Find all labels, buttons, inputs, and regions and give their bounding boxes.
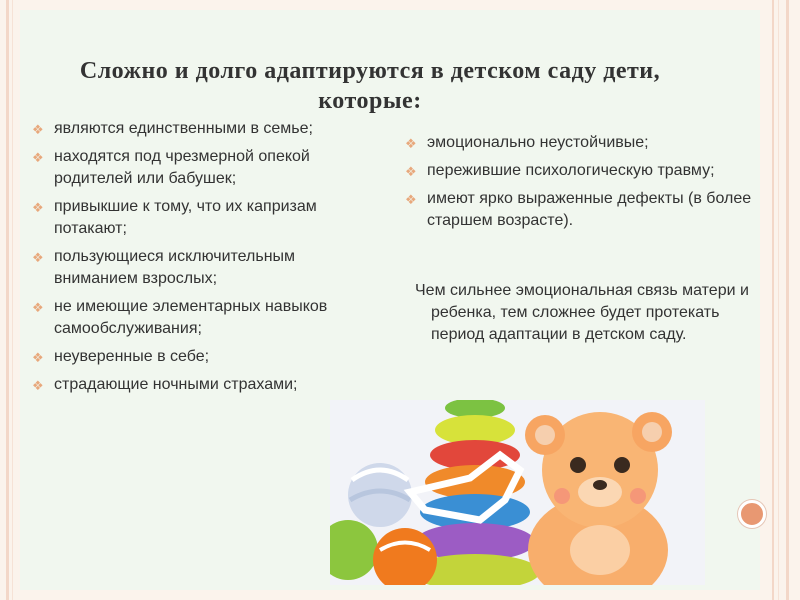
right-decor-stripe-outer — [786, 0, 789, 600]
diamond-bullet-icon: ❖ — [405, 192, 417, 207]
list-item-text: неуверенные в себе; — [54, 348, 210, 365]
diamond-bullet-icon: ❖ — [32, 250, 44, 265]
decorative-circle — [738, 500, 766, 528]
list-item — [405, 160, 760, 182]
list-item — [32, 246, 352, 290]
right-decor-stripe-thin — [778, 0, 779, 600]
list-item — [405, 132, 760, 154]
summary-text: Чем сильнее эмоциональная связь матери и ребенка, тем сложнее будет протекать период адаптации в детском саду. — [415, 282, 749, 343]
list-item-text: пользующиеся исключительным вниманием взрослых; — [54, 248, 296, 287]
list-item-text: эмоционально неустойчивые; — [427, 134, 649, 151]
teddy-belly — [570, 525, 630, 575]
diamond-bullet-icon: ❖ — [32, 150, 44, 165]
list-item-text: являются единственными в семье; — [54, 120, 313, 137]
list-item-text: страдающие ночными страхами; — [54, 376, 298, 393]
teddy-nose — [593, 480, 607, 490]
diamond-bullet-icon: ❖ — [32, 200, 44, 215]
summary-paragraph — [415, 280, 755, 346]
diamond-bullet-icon: ❖ — [32, 300, 44, 315]
teddy-eye-left — [570, 457, 586, 473]
list-item-text: находятся под чрезмерной опекой родителей или бабушек; — [54, 148, 310, 187]
list-item-text: не имеющие элементарных навыков самообслуживания; — [54, 298, 328, 337]
list-item — [32, 146, 352, 190]
left-bullet-list — [32, 118, 352, 402]
list-item — [405, 188, 760, 232]
toys-illustration — [330, 400, 705, 585]
diamond-bullet-icon: ❖ — [405, 136, 417, 151]
list-item-text: привыкшие к тому, что их капризам потакают; — [54, 198, 317, 237]
list-item — [32, 196, 352, 240]
list-item — [32, 374, 352, 396]
left-decor-stripe — [6, 0, 9, 600]
toys-photo — [330, 400, 705, 585]
teddy-eye-right — [614, 457, 630, 473]
right-decor-stripe — [772, 0, 774, 600]
diamond-bullet-icon: ❖ — [32, 122, 44, 137]
slide-title — [40, 56, 700, 116]
list-item — [32, 346, 352, 368]
diamond-bullet-icon: ❖ — [32, 378, 44, 393]
diamond-bullet-icon: ❖ — [405, 164, 417, 179]
list-item-text: имеют ярко выраженные дефекты (в более старшем возрасте). — [427, 190, 752, 229]
title-line-2: которые: — [318, 88, 422, 114]
title-line-1: Сложно и долго адаптируются в детском саду дети, — [79, 58, 661, 84]
right-bullet-list — [405, 132, 760, 238]
list-item — [32, 118, 352, 140]
list-item-text: пережившие психологическую травму; — [427, 162, 715, 179]
left-decor-stripe-thin — [12, 0, 13, 600]
diamond-bullet-icon: ❖ — [32, 350, 44, 365]
list-item — [32, 296, 352, 340]
